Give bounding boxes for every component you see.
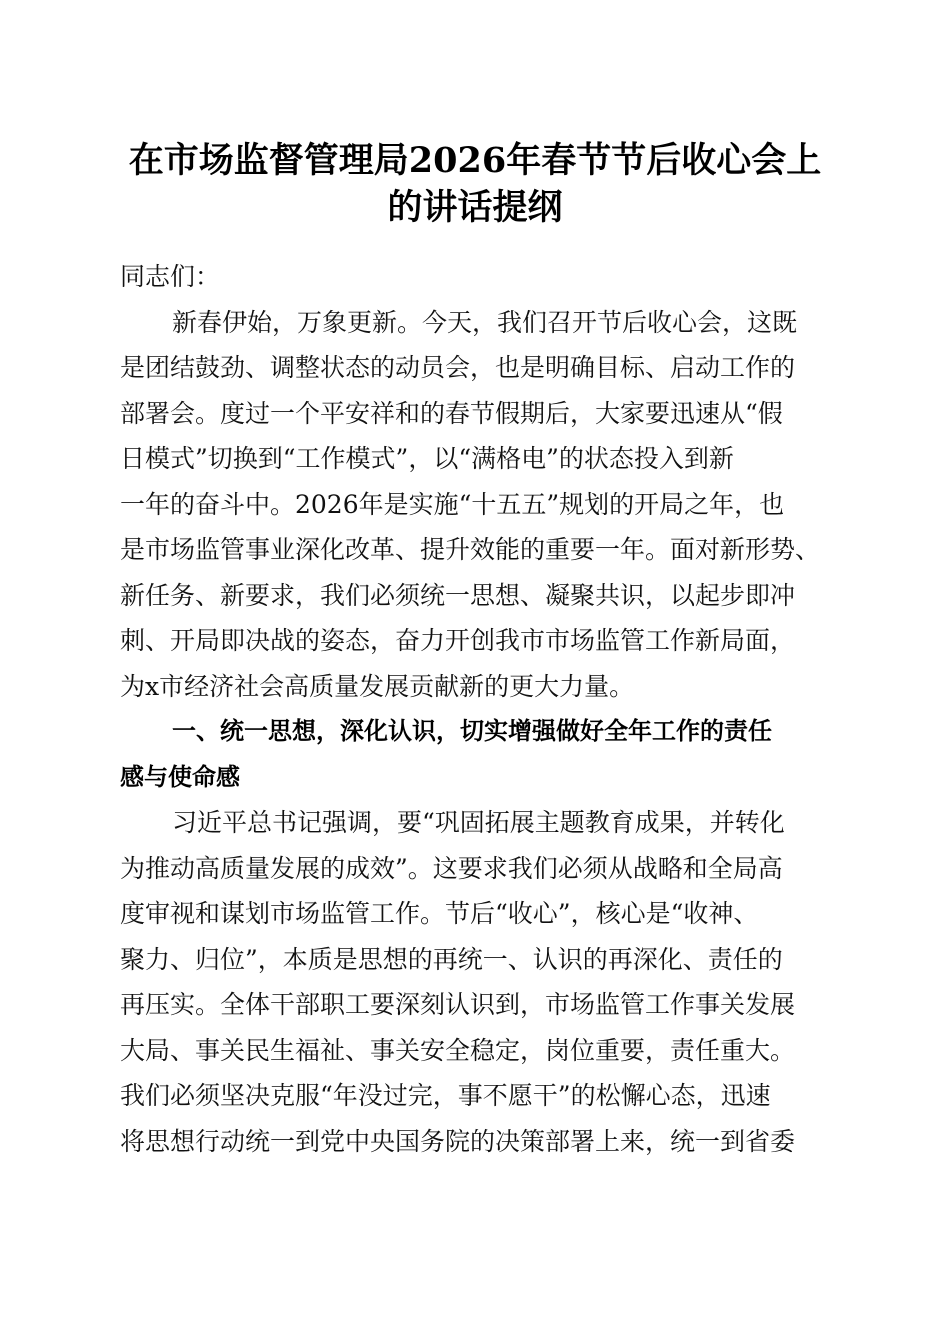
paragraph-line: 新任务、新要求，我们必须统一思想、凝聚共识，以起步即冲 <box>120 580 796 610</box>
paragraph-line: 刺、开局即决战的姿态，奋力开创我市市场监管工作新局面， <box>120 626 796 655</box>
paragraph-line: 日模式”切换到“工作模式”，以“满格电”的状态投入到新 <box>120 444 734 473</box>
paragraph-line: 为x市经济社会高质量发展贡献新的更大力量。 <box>120 671 635 701</box>
paragraph-line: 聚力、归位”，本质是思想的再统一、认识的再深化、责任的 <box>120 944 783 974</box>
heading-line: 一、统一思想，深化认识，切实增强做好全年工作的责任 <box>172 717 772 745</box>
paragraph-line: 为推动高质量发展的成效”。这要求我们必须从战略和全局高 <box>120 853 783 883</box>
document-body <box>120 254 840 1164</box>
heading-line: 感与使命感 <box>120 762 240 791</box>
paragraph-line: 度审视和谋划市场监管工作。节后“收心”，核心是“收神、 <box>120 899 759 928</box>
paragraph-line: 是团结鼓劲、调整状态的动员会，也是明确目标、启动工作的 <box>120 353 796 382</box>
paragraph-line: 新春伊始，万象更新。今天，我们召开节后收心会，这既 <box>172 307 798 337</box>
paragraph-line: 是市场监管事业深化改革、提升效能的重要一年。面对新形势、 <box>120 535 821 564</box>
title-line-1: 在市场监督管理局2026年春节节后收心会上 <box>128 140 822 181</box>
paragraph-line: 部署会。度过一个平安祥和的春节假期后，大家要迅速从“假 <box>120 398 783 428</box>
paragraph-1 <box>120 300 840 710</box>
paragraph-line: 一年的奋斗中。2026年是实施“十五五”规划的开局之年，也 <box>120 489 785 519</box>
paragraph-2 <box>120 800 840 1164</box>
paragraph-line: 习近平总书记强调，要“巩固拓展主题教育成果，并转化 <box>172 808 785 837</box>
paragraph-line: 我们必须坚决克服“年没过完，事不愿干”的松懈心态，迅速 <box>120 1081 771 1110</box>
title-line-2: 的讲话提纲 <box>387 187 563 228</box>
document-title <box>110 137 840 231</box>
salutation: 同志们： <box>120 262 221 291</box>
paragraph-line: 大局、事关民生福祉、事关安全稳定，岗位重要，责任重大。 <box>120 1035 796 1065</box>
paragraph-line: 将思想行动统一到党中央国务院的决策部署上来，统一到省委 <box>120 1126 796 1156</box>
paragraph-line: 再压实。全体干部职工要深刻认识到，市场监管工作事关发展 <box>120 990 796 1019</box>
section-heading-1 <box>120 709 840 800</box>
